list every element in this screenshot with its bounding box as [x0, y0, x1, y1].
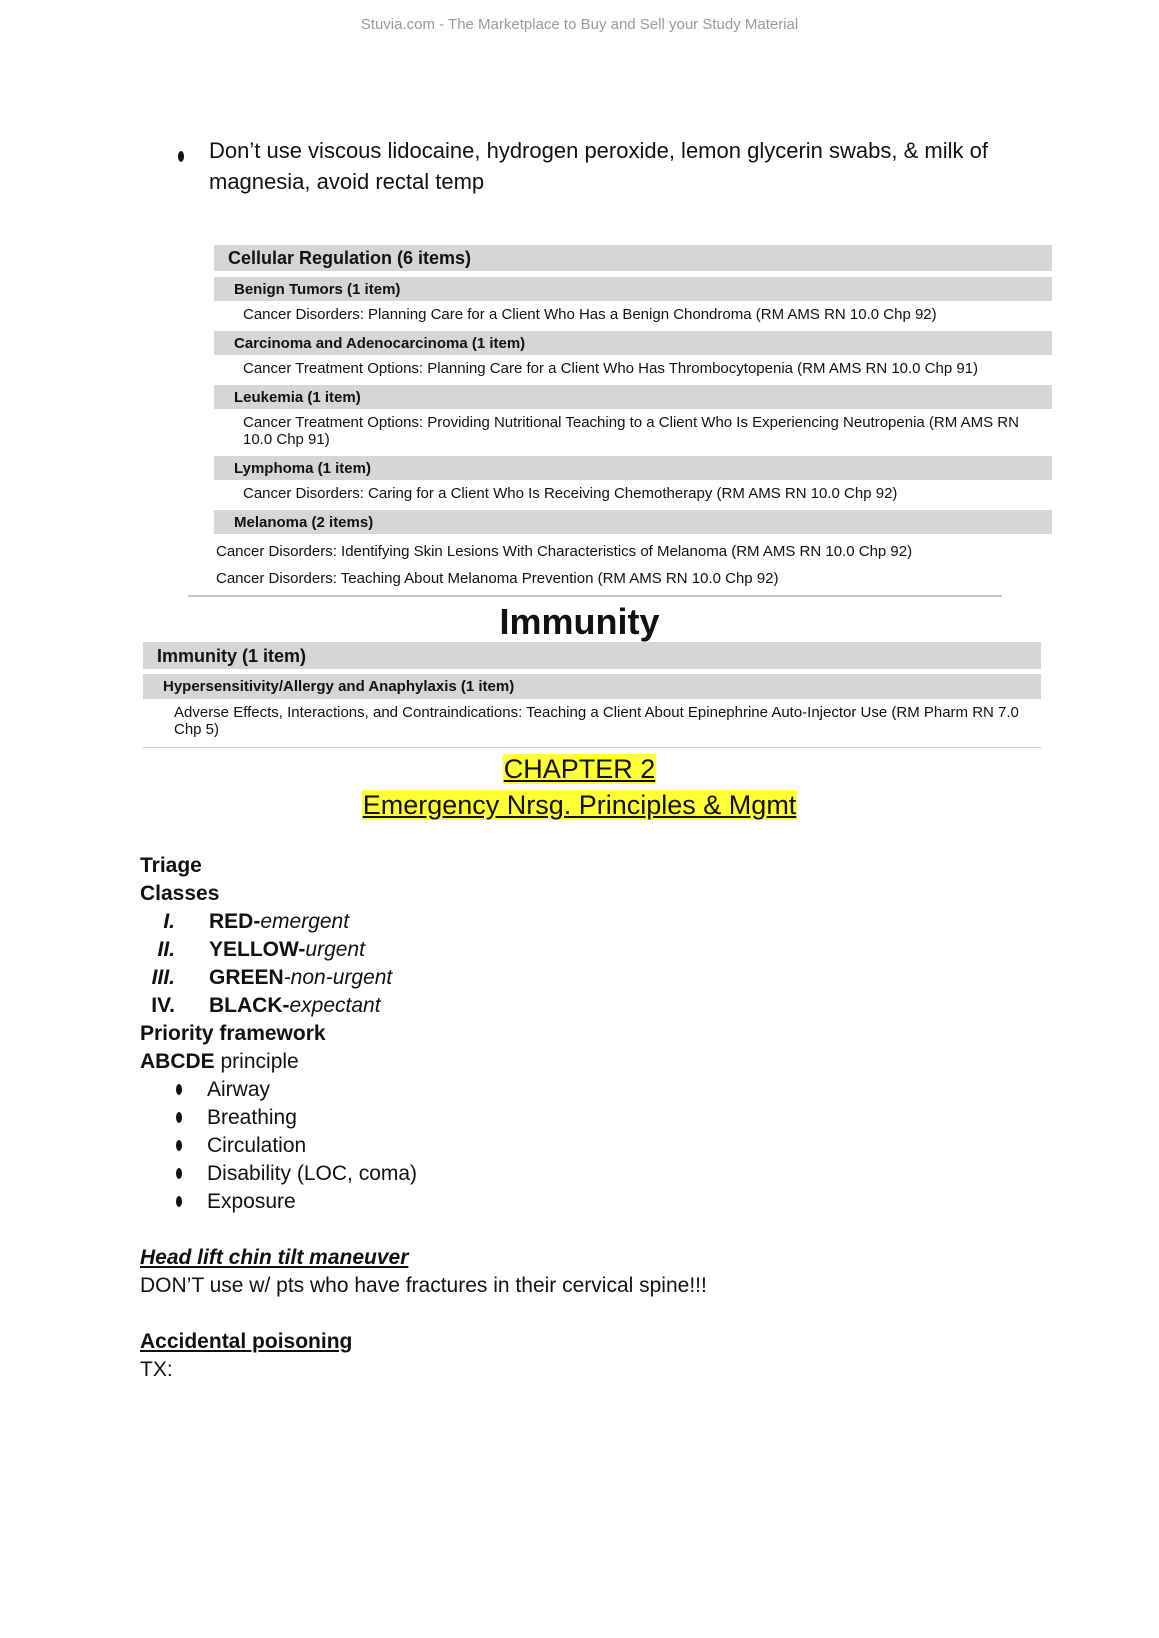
- poisoning-text: TX:: [140, 1358, 173, 1381]
- watermark: Stuvia.com - The Marketplace to Buy and Sell your Study Material: [360, 16, 799, 33]
- priority-heading: Priority framework: [140, 1022, 326, 1045]
- section-header: Benign Tumors (1 item): [214, 277, 1052, 301]
- intro-line-1: Don’t use viscous lidocaine, hydrogen peroxide, lemon glycerin swabs, & milk of: [209, 138, 988, 163]
- classes-heading: Classes: [140, 882, 220, 905]
- immunity-table: [143, 642, 1041, 738]
- section-header: Leukemia (1 item): [214, 385, 1052, 409]
- immunity-header: Immunity (1 item): [143, 642, 1041, 669]
- section-item: Cancer Disorders: Planning Care for a Client Who Has a Benign Chondroma (RM AMS RN 10.0 Chp 92): [243, 306, 937, 323]
- section-item: Cancer Treatment Options: Providing Nutritional Teaching to a Client Who Is Experiencing Neutropenia (RM AMS RN 10.0 Chp 91): [243, 414, 1019, 448]
- divider: [143, 747, 1041, 748]
- cellular-header: Cellular Regulation (6 items): [214, 245, 1052, 271]
- bullet-icon: [176, 1140, 182, 1151]
- melanoma-item: Cancer Disorders: Identifying Skin Lesions With Characteristics of Melanoma (RM AMS RN 10.0 Chp 92): [216, 543, 913, 560]
- triage-heading: Triage: [140, 854, 202, 877]
- class-number: III.: [151, 966, 175, 989]
- poisoning-heading: Accidental poisoning: [140, 1330, 353, 1353]
- head-lift-heading: Head lift chin tilt maneuver: [140, 1246, 409, 1269]
- immunity-title: Immunity: [499, 601, 660, 642]
- chapter-title: Emergency Nrsg. Principles & Mgmt: [362, 790, 797, 820]
- section-header: Carcinoma and Adenocarcinoma (1 item): [214, 331, 1052, 355]
- section-header: Melanoma (2 items): [214, 510, 1052, 534]
- list-item: Airway: [176, 1078, 270, 1102]
- list-item: Disability (LOC, coma): [176, 1162, 417, 1186]
- class-item: YELLOW-urgent: [209, 938, 365, 961]
- class-number: IV.: [151, 994, 175, 1017]
- melanoma-item: Cancer Disorders: Teaching About Melanoma Prevention (RM AMS RN 10.0 Chp 92): [216, 570, 779, 587]
- cellular-regulation-table: [214, 245, 1052, 534]
- head-lift-text: DON’T use w/ pts who have fractures in their cervical spine!!!: [140, 1274, 707, 1297]
- immunity-item: Adverse Effects, Interactions, and Contraindications: Teaching a Client About Epinephrine Auto-Injector Use (RM Pharm RN 7.0 Chp 5): [174, 704, 1019, 738]
- list-item: Breathing: [176, 1106, 297, 1130]
- section-item: Cancer Treatment Options: Planning Care for a Client Who Has Thrombocytopenia (RM AMS RN 10.0 Chp 91): [243, 360, 979, 377]
- bullet-icon: [176, 1084, 182, 1095]
- class-item: GREEN-non-urgent: [209, 966, 393, 989]
- divider: [188, 595, 1002, 597]
- chapter-label: CHAPTER 2: [503, 754, 656, 784]
- class-number: II.: [157, 938, 175, 961]
- intro-line-2: magnesia, avoid rectal temp: [209, 169, 485, 194]
- abcde-principle: ABCDE principle: [140, 1050, 299, 1073]
- list-item: Exposure: [176, 1190, 296, 1214]
- bullet-icon: [176, 1112, 182, 1123]
- class-item: RED-emergent: [209, 910, 350, 933]
- class-number: I.: [163, 910, 175, 933]
- class-item: BLACK-expectant: [209, 994, 381, 1017]
- bullet-icon: [176, 1196, 182, 1207]
- bullet-icon: [178, 149, 184, 167]
- section-header: Lymphoma (1 item): [214, 456, 1052, 480]
- intro-bullet-text: [209, 135, 988, 197]
- section-item: Cancer Disorders: Caring for a Client Who Is Receiving Chemotherapy (RM AMS RN 10.0 Chp 92): [243, 485, 898, 502]
- list-item: Circulation: [176, 1134, 306, 1158]
- bullet-icon: [176, 1168, 182, 1179]
- immunity-subheader: Hypersensitivity/Allergy and Anaphylaxis (1 item): [143, 674, 1041, 699]
